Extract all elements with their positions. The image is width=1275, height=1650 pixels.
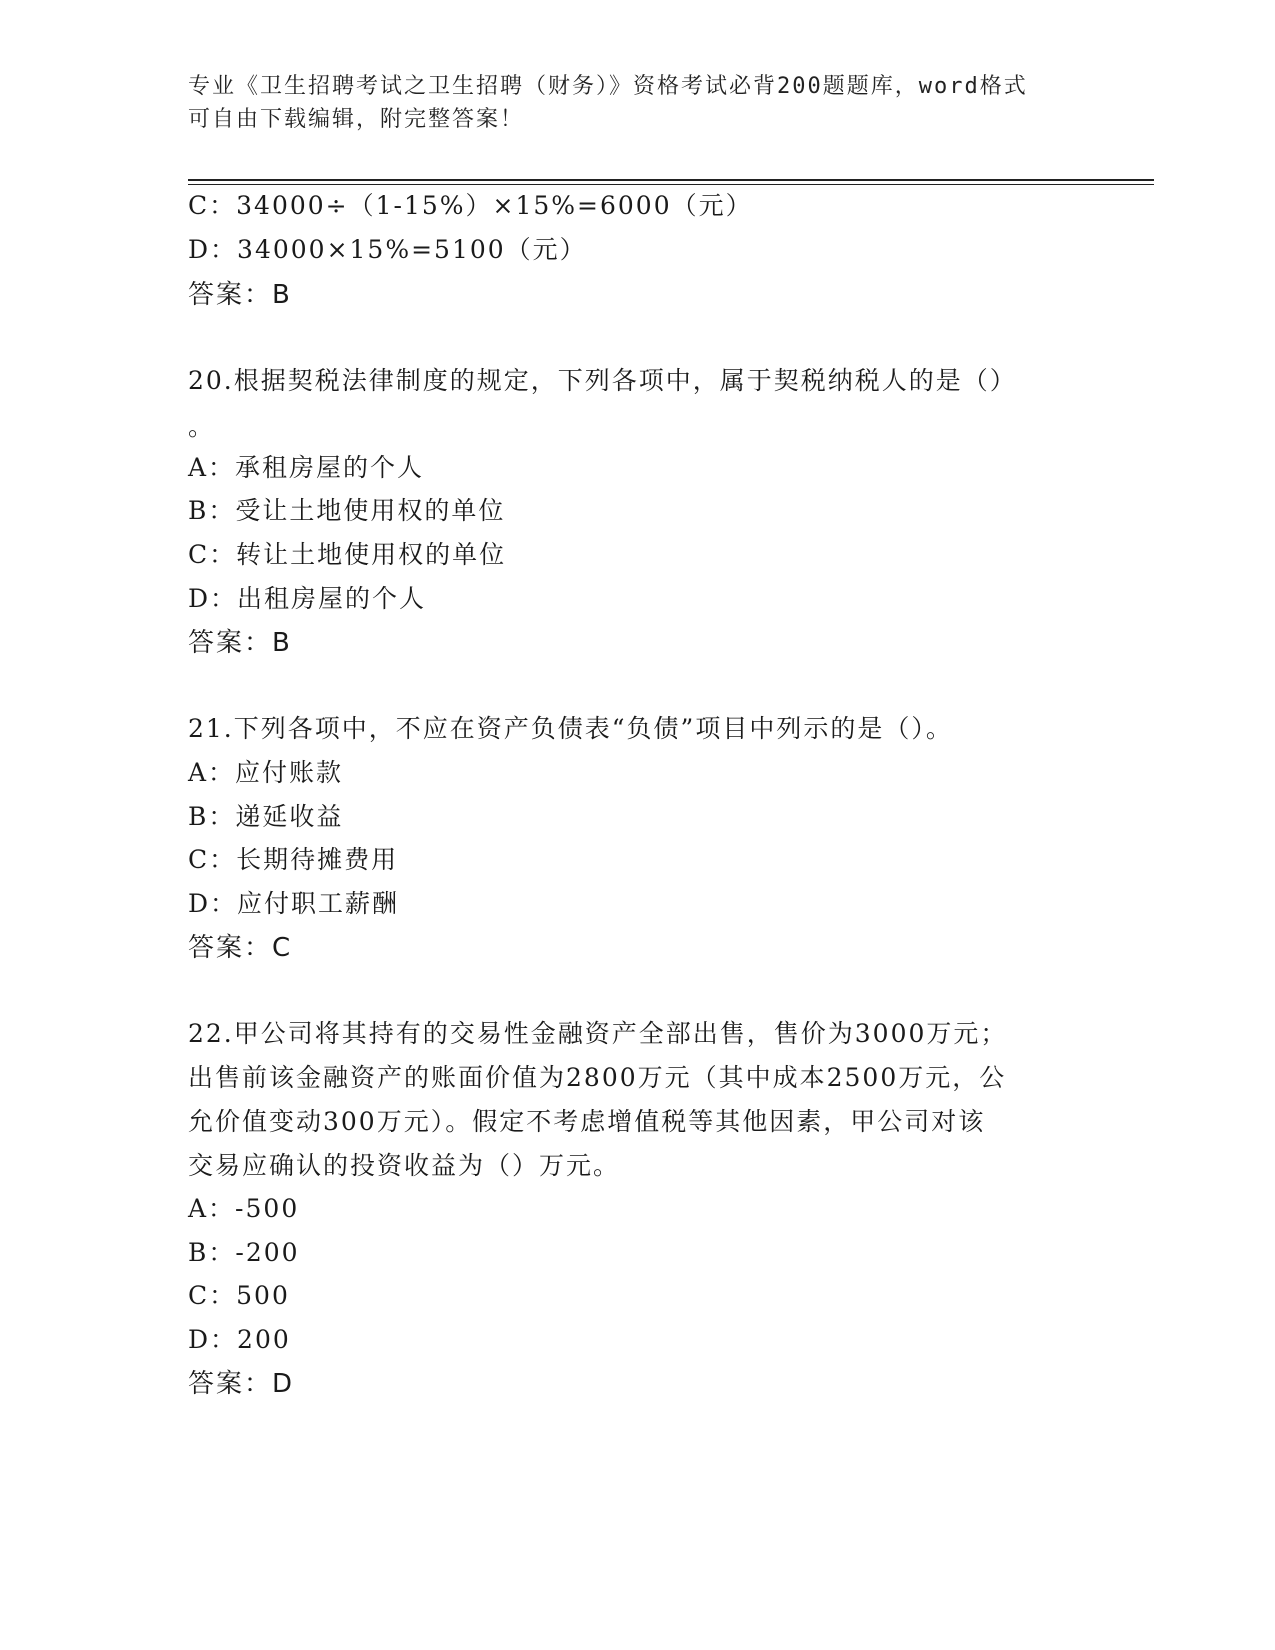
q20-option-b: B：受让土地使用权的单位 xyxy=(188,496,506,525)
q20-option-c: C：转让土地使用权的单位 xyxy=(188,540,507,569)
header-line-1: 专业《卫生招聘考试之卫生招聘（财务）》资格考试必背200题题库，word格式 xyxy=(188,74,1028,99)
q21-stem: 21.下列各项中，不应在资产负债表“负债”项目中列示的是（）。 xyxy=(188,714,953,743)
q22-option-d: D：200 xyxy=(188,1325,291,1354)
q22-stem-line-1: 22.甲公司将其持有的交易性金融资产全部出售，售价为3000万元； xyxy=(188,1019,1008,1048)
prev-answer: 答案：B xyxy=(188,280,292,310)
q22-stem-line-3: 允价值变动300万元）。假定不考虑增值税等其他因素，甲公司对该 xyxy=(188,1107,986,1136)
header-divider-thin xyxy=(188,184,1154,185)
header-line-2: 可自由下载编辑，附完整答案！ xyxy=(188,107,525,132)
q21-option-a: A：应付账款 xyxy=(188,758,344,787)
q21-option-b: B：递延收益 xyxy=(188,802,344,831)
prev-option-d: D：34000×15%=5100（元） xyxy=(188,235,587,264)
prev-option-c: C：34000÷（1-15%）×15%=6000（元） xyxy=(188,191,753,220)
document-header xyxy=(188,70,1068,136)
q22-option-c: C：500 xyxy=(188,1281,290,1310)
q20-option-a: A：承租房屋的个人 xyxy=(188,453,425,482)
q22-option-a: A：-500 xyxy=(188,1194,300,1223)
q22-stem-line-2: 出售前该金融资产的账面价值为2800万元（其中成本2500万元，公 xyxy=(188,1063,1007,1092)
q21-answer: 答案：C xyxy=(188,933,293,963)
q22-answer: 答案：D xyxy=(188,1369,295,1399)
q20-stem-line-2: 。 xyxy=(188,412,216,441)
q20-option-d: D：出租房屋的个人 xyxy=(188,584,427,613)
q22-stem-line-4: 交易应确认的投资收益为（）万元。 xyxy=(188,1151,621,1180)
q22-option-b: B：-200 xyxy=(188,1238,300,1267)
q20-stem-line-1: 20.根据契税法律制度的规定，下列各项中，属于契税纳税人的是（） xyxy=(188,366,1017,395)
q21-option-c: C：长期待摊费用 xyxy=(188,845,399,874)
header-divider-thick xyxy=(188,179,1154,181)
q21-option-d: D：应付职工薪酬 xyxy=(188,889,400,918)
q20-answer: 答案：B xyxy=(188,628,292,658)
